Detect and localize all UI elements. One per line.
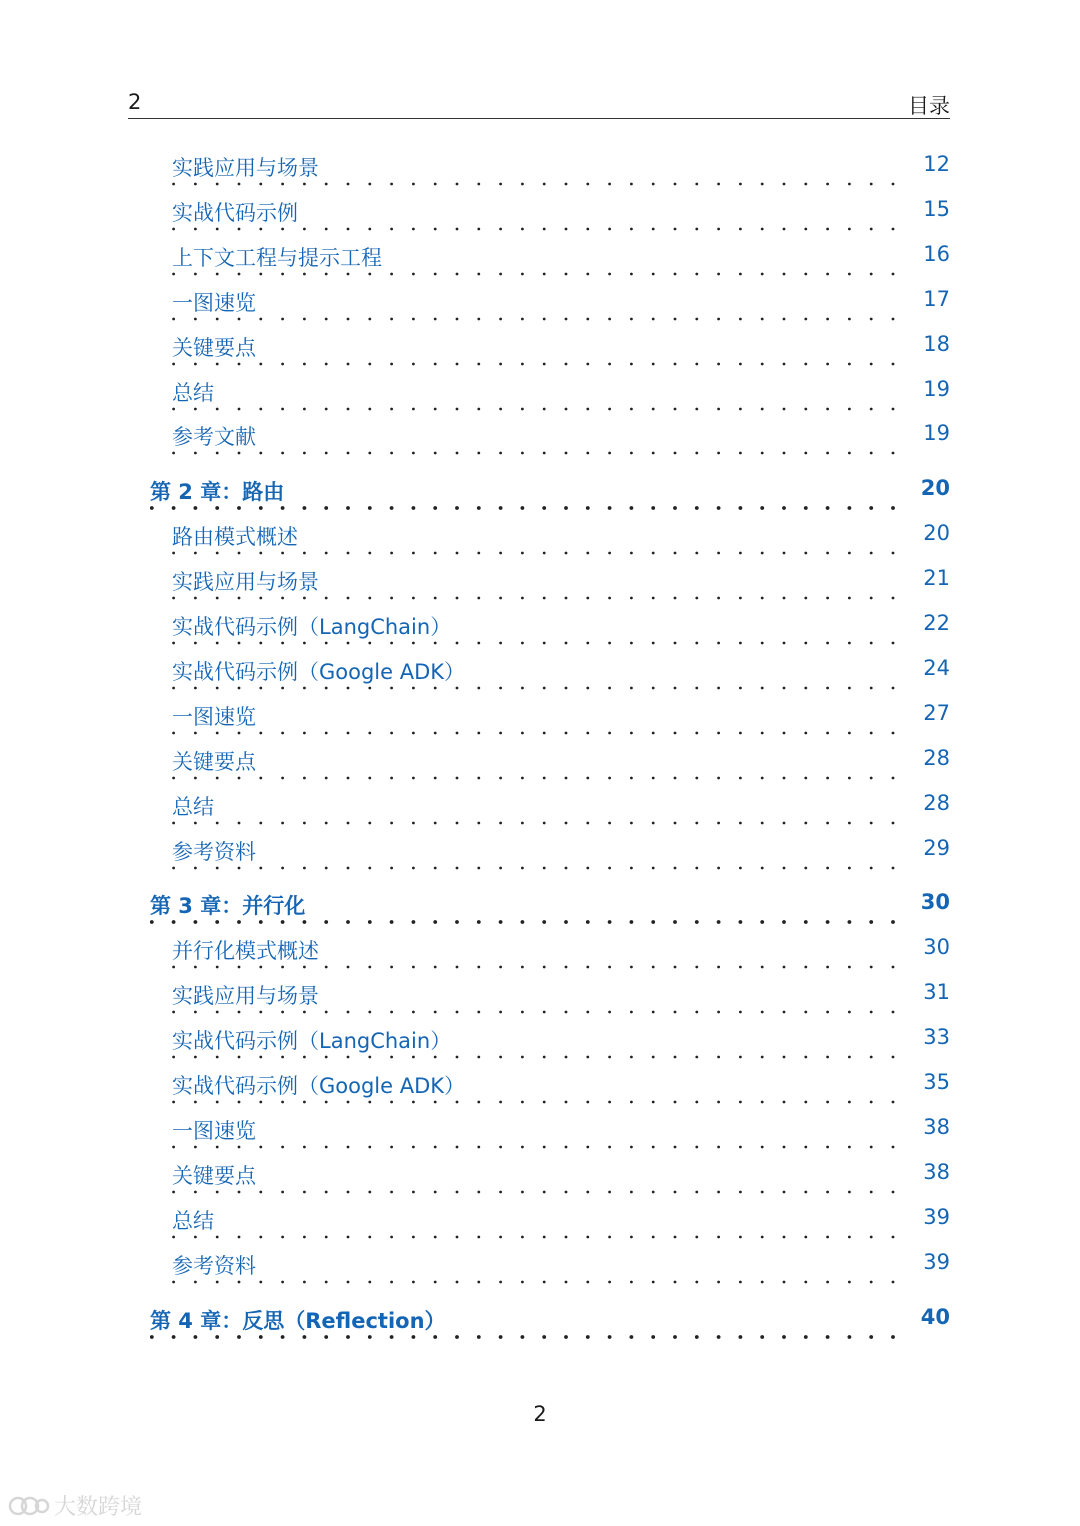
toc-entry-page-number[interactable]: 39 (923, 1249, 950, 1274)
toc-leader-dots (172, 440, 895, 444)
toc-chapter-entry[interactable] (0, 476, 1080, 510)
toc-entry-page-number[interactable]: 28 (923, 745, 950, 770)
toc-entry-title[interactable]: 实践应用与场景 (172, 980, 323, 1010)
toc-entry-title[interactable]: 一图速览 (172, 701, 260, 731)
toc-entry-page-number[interactable]: 22 (923, 611, 950, 635)
toc-section-entry[interactable] (0, 287, 1080, 321)
toc-entry-title[interactable]: 一图速览 (172, 287, 260, 317)
toc-entry-page-number[interactable]: 24 (923, 655, 950, 680)
toc-entry-page-number[interactable]: 19 (923, 376, 950, 401)
toc-entry-page-number[interactable]: 33 (923, 1025, 950, 1050)
toc-leader-dots (172, 306, 895, 310)
toc-section-entry[interactable] (0, 1160, 1080, 1194)
toc-entry-title[interactable]: 第 3 章：并行化 (150, 890, 309, 920)
toc-leader-dots (172, 1224, 895, 1228)
toc-entry-title[interactable]: 路由模式概述 (172, 521, 302, 551)
toc-leader-dots (172, 1134, 895, 1138)
toc-leader-dots (172, 396, 895, 400)
toc-section-entry[interactable] (0, 1115, 1080, 1149)
toc-entry-page-number[interactable]: 38 (923, 1159, 950, 1184)
toc-section-entry[interactable] (0, 1025, 1080, 1059)
toc-leader-dots (172, 1269, 895, 1273)
toc-entry-title[interactable]: 并行化模式概述 (172, 935, 323, 965)
toc-entry-title[interactable]: 总结 (172, 791, 218, 821)
toc-entry-page-number[interactable]: 31 (923, 980, 950, 1005)
toc-entry-title[interactable]: 实战代码示例（Google ADK） (172, 656, 469, 686)
toc-entry-page-number[interactable]: 35 (923, 1070, 950, 1094)
toc-entry-title[interactable]: 第 4 章：反思（Reflection） (150, 1305, 450, 1335)
toc-entry-page-number[interactable]: 12 (923, 152, 950, 176)
toc-entry-title[interactable]: 关键要点 (172, 332, 260, 362)
toc-section-entry[interactable] (0, 521, 1080, 555)
toc-entry-title[interactable]: 上下文工程与提示工程 (172, 242, 386, 272)
toc-section-entry[interactable] (0, 242, 1080, 276)
toc-section-entry[interactable] (0, 980, 1080, 1014)
page-header (128, 86, 950, 119)
toc-entry-title[interactable]: 参考文献 (172, 421, 260, 451)
toc-section-entry[interactable] (0, 656, 1080, 690)
toc-entry-title[interactable]: 实战代码示例（Google ADK） (172, 1070, 469, 1100)
toc-entry-title[interactable]: 关键要点 (172, 1160, 260, 1190)
toc-leader-dots (172, 765, 895, 769)
toc-entry-title[interactable]: 总结 (172, 1205, 218, 1235)
toc-section-entry[interactable] (0, 1070, 1080, 1104)
toc-entry-page-number[interactable]: 16 (923, 241, 950, 266)
toc-entry-title[interactable]: 实战代码示例（LangChain） (172, 1025, 455, 1055)
toc-entry-title[interactable]: 一图速览 (172, 1115, 260, 1145)
toc-entry-page-number[interactable]: 27 (923, 700, 950, 725)
toc-leader-dots (172, 720, 895, 724)
watermark-text: 大数跨境 (54, 1495, 143, 1520)
toc-section-entry[interactable] (0, 701, 1080, 735)
toc-entry-page-number[interactable]: 18 (923, 331, 950, 356)
toc-entry-page-number[interactable]: 30 (920, 890, 950, 915)
toc-entry-title[interactable]: 实践应用与场景 (172, 566, 323, 596)
toc-leader-dots (172, 810, 895, 814)
toc-section-entry[interactable] (0, 566, 1080, 600)
toc-entry-page-number[interactable]: 28 (923, 790, 950, 815)
toc-leader-dots (172, 1179, 895, 1183)
toc-entry-title[interactable]: 实战代码示例（LangChain） (172, 611, 455, 641)
header-title: 目录 (908, 94, 950, 118)
footer-page-number: 2 (533, 1402, 547, 1426)
toc-entry-title[interactable]: 实战代码示例 (172, 197, 302, 227)
toc-entry-page-number[interactable]: 20 (923, 521, 950, 546)
toc-section-entry[interactable] (0, 197, 1080, 231)
toc-section-entry[interactable] (0, 152, 1080, 186)
toc-entry-page-number[interactable]: 30 (923, 935, 950, 960)
toc-entry-page-number[interactable]: 19 (923, 421, 950, 446)
toc-entry-page-number[interactable]: 20 (920, 476, 950, 501)
toc-section-entry[interactable] (0, 791, 1080, 825)
toc-leader-dots (172, 351, 895, 355)
toc-section-entry[interactable] (0, 935, 1080, 969)
toc-entry-page-number[interactable]: 29 (923, 835, 950, 860)
toc-entry-title[interactable]: 参考资料 (172, 1250, 260, 1280)
toc-entry-page-number[interactable]: 39 (923, 1204, 950, 1229)
header-page-number: 2 (128, 90, 142, 114)
toc-entry-page-number[interactable]: 15 (923, 196, 950, 221)
toc-section-entry[interactable] (0, 377, 1080, 411)
watermark (8, 1490, 142, 1521)
toc-entry-page-number[interactable]: 38 (923, 1114, 950, 1139)
toc-section-entry[interactable] (0, 421, 1080, 455)
toc-entry-page-number[interactable]: 21 (923, 566, 950, 591)
toc-entry-title[interactable]: 第 2 章：路由 (150, 476, 288, 506)
toc-entry-title[interactable]: 总结 (172, 377, 218, 407)
toc-entry-page-number[interactable]: 40 (920, 1304, 950, 1329)
toc-section-entry[interactable] (0, 1205, 1080, 1239)
watermark-logo-icon (8, 1493, 50, 1519)
toc-section-entry[interactable] (0, 332, 1080, 366)
toc-section-entry[interactable] (0, 611, 1080, 645)
toc-leader-dots (172, 855, 895, 859)
toc-section-entry[interactable] (0, 746, 1080, 780)
toc-entry-title[interactable]: 参考资料 (172, 836, 260, 866)
toc-chapter-entry[interactable] (0, 890, 1080, 924)
toc-section-entry[interactable] (0, 1250, 1080, 1284)
toc-section-entry[interactable] (0, 836, 1080, 870)
toc-entry-page-number[interactable]: 17 (923, 286, 950, 311)
toc-chapter-entry[interactable] (0, 1305, 1080, 1339)
toc-entry-title[interactable]: 关键要点 (172, 746, 260, 776)
toc-entry-title[interactable]: 实践应用与场景 (172, 152, 323, 182)
